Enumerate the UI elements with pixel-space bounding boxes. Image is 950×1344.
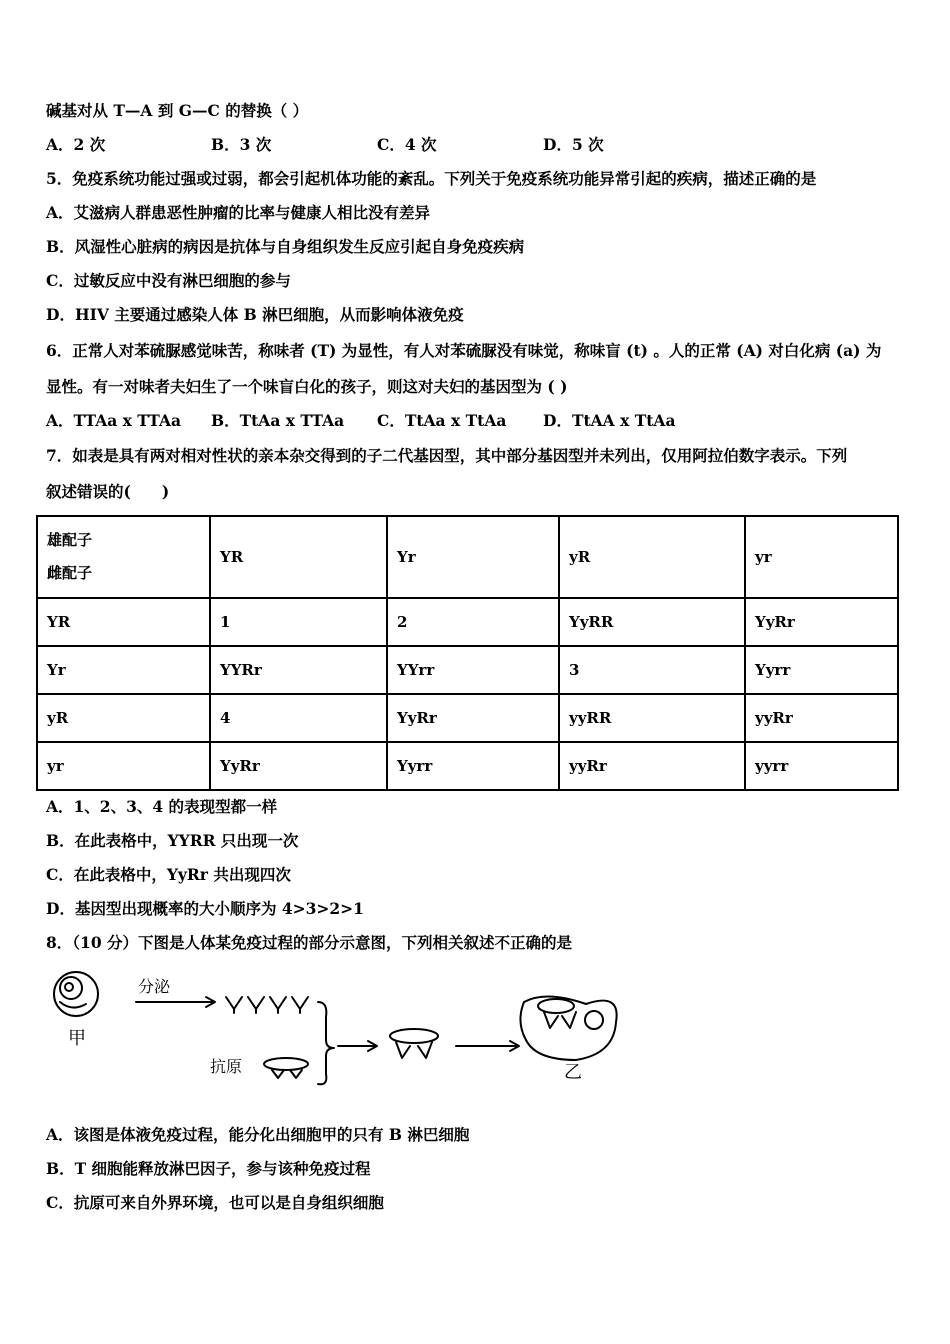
punnett-table — [36, 515, 899, 791]
q5-option-b: B．风湿性心脏病的病因是抗体与自身组织发生反应引起自身免疫疾病 — [46, 237, 525, 256]
table-cell: Yyrr — [387, 742, 559, 790]
secrete-arrow-icon — [136, 997, 215, 1007]
table-cell: 2 — [387, 598, 559, 646]
phagocyte-icon — [520, 996, 616, 1060]
corner-male-gamete: 雄配子 — [47, 531, 93, 549]
label-secrete: 分泌 — [138, 977, 171, 996]
label-cell-b: 乙 — [564, 1062, 582, 1083]
table-row — [37, 694, 898, 742]
row-header: yr — [37, 742, 210, 790]
column-header: yR — [559, 516, 745, 598]
q6-option-d: D．TtAA x TtAa — [543, 411, 676, 430]
q7-option-a: A．1、2、3、4 的表现型都一样 — [46, 797, 278, 816]
table-cell: yyRr — [745, 694, 898, 742]
table-cell: YyRr — [387, 694, 559, 742]
q4-option-c: C．4 次 — [377, 135, 437, 154]
table-row — [37, 598, 898, 646]
row-header: YR — [37, 598, 210, 646]
q6-option-c: C．TtAa x TtAa — [377, 411, 507, 430]
table-cell: Yyrr — [745, 646, 898, 694]
q5-option-c: C．过敏反应中没有淋巴细胞的参与 — [46, 271, 291, 290]
column-header: yr — [745, 516, 898, 598]
table-cell: 1 — [210, 598, 387, 646]
label-antigen: 抗原 — [210, 1057, 243, 1076]
q8-option-a: A．该图是体液免疫过程，能分化出细胞甲的只有 B 淋巴细胞 — [46, 1125, 470, 1144]
row-header: Yr — [37, 646, 210, 694]
q6-stem-line1: 6．正常人对苯硫脲感觉味苦，称味者 (T) 为显性，有人对苯硫脲没有味觉，称味盲 (t) 。人的正常 (A) 对白化病 (a) 为 — [46, 341, 882, 360]
q6-option-a: A．TTAa x TTAa — [46, 411, 182, 430]
q8-option-c: C．抗原可来自外界环境，也可以是自身组织细胞 — [46, 1193, 384, 1212]
q4-stem: 碱基对从 T—A 到 G—C 的替换（ ） — [46, 101, 309, 120]
table-row — [37, 646, 898, 694]
q5-option-d: D．HIV 主要通过感染人体 B 淋巴细胞，从而影响体液免疫 — [46, 305, 464, 324]
q7-option-d: D．基因型出现概率的大小顺序为 4>3>2>1 — [46, 899, 364, 918]
table-cell: YYRr — [210, 646, 387, 694]
q6-option-b: B．TtAa x TTAa — [211, 411, 345, 430]
q7-option-c: C．在此表格中，YyRr 共出现四次 — [46, 865, 291, 884]
arrow-right-icon — [456, 1041, 519, 1051]
table-cell: 3 — [559, 646, 745, 694]
q5-option-a: A．艾滋病人群患恶性肿瘤的比率与健康人相比没有差异 — [46, 203, 431, 222]
table-cell: yyRR — [559, 694, 745, 742]
q4-option-a: A．2 次 — [46, 135, 106, 154]
arrow-right-icon — [338, 1041, 377, 1051]
column-header: Yr — [387, 516, 559, 598]
table-cell: yyRr — [559, 742, 745, 790]
q8-stem: 8．（10 分）下图是人体某免疫过程的部分示意图，下列相关叙述不正确的是 — [46, 933, 573, 952]
q7-option-b: B．在此表格中，YYRR 只出现一次 — [46, 831, 299, 850]
label-cell-a: 甲 — [68, 1028, 86, 1049]
q7-stem-line1: 7．如表是具有两对相对性状的亲本杂交得到的子二代基因型，其中部分基因型并未列出，仅用阿拉伯数字表示。下列 — [46, 446, 848, 465]
table-row — [37, 742, 898, 790]
q4-option-d: D．5 次 — [543, 135, 604, 154]
row-header: yR — [37, 694, 210, 742]
antigen-icon — [264, 1058, 308, 1078]
q4-option-b: B．3 次 — [211, 135, 272, 154]
q8-option-b: B．T 细胞能释放淋巴因子，参与该种免疫过程 — [46, 1159, 371, 1178]
immune-process-figure — [46, 962, 636, 1087]
antigen-antibody-complex-icon — [390, 1029, 438, 1058]
q7-stem-line2: 叙述错误的( ) — [46, 482, 170, 501]
table-cell: YyRR — [559, 598, 745, 646]
corner-female-gamete: 雌配子 — [47, 564, 93, 582]
q6-stem-line2: 显性。有一对味者夫妇生了一个味盲白化的孩子，则这对夫妇的基因型为 ( ) — [46, 377, 568, 396]
plasma-cell-icon — [54, 972, 98, 1016]
table-corner-cell — [37, 516, 210, 598]
antibody-icon — [226, 997, 308, 1013]
table-cell: YyRr — [745, 598, 898, 646]
table-cell: YyRr — [210, 742, 387, 790]
table-header-row — [37, 516, 898, 598]
table-cell: 4 — [210, 694, 387, 742]
column-header: YR — [210, 516, 387, 598]
q5-stem: 5．免疫系统功能过强或过弱，都会引起机体功能的紊乱。下列关于免疫系统功能异常引起的疾病，描述正确的是 — [46, 169, 817, 188]
table-cell: yyrr — [745, 742, 898, 790]
table-cell: YYrr — [387, 646, 559, 694]
